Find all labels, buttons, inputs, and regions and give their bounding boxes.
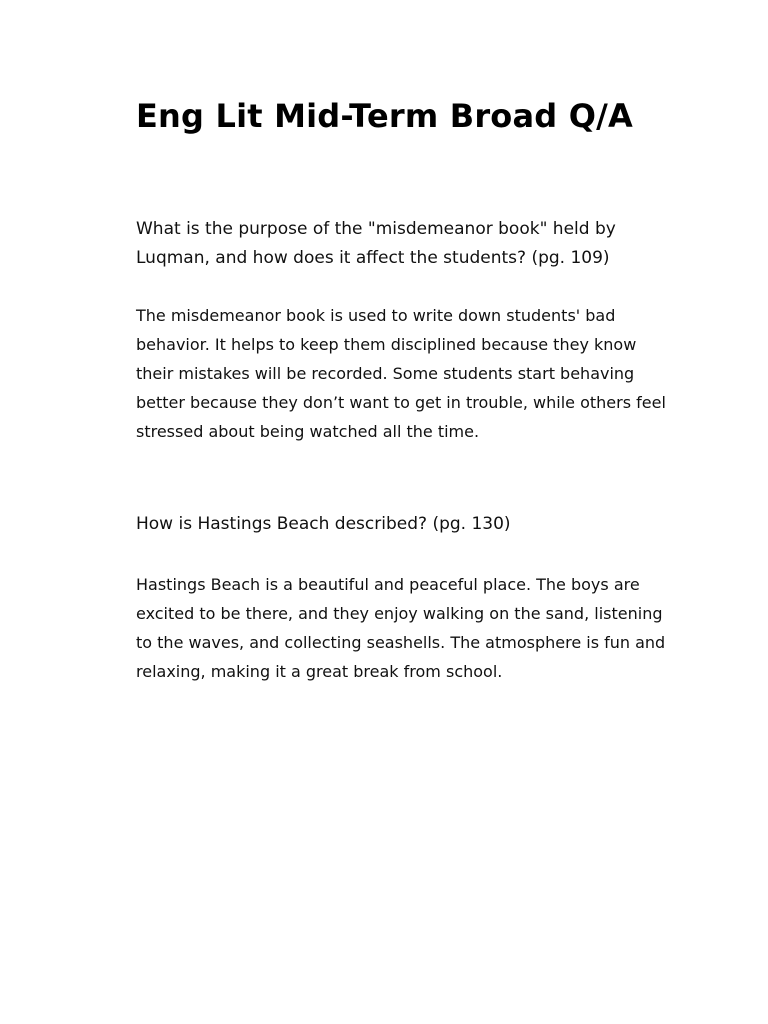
answer-1: The misdemeanor book is used to write down students' bad behavior. It helps to keep them disciplined because they know their mistakes will be recorded. Some students start behaving better because they don’t want to get in trouble, while others feel stressed about being watched all the time. <box>136 306 666 441</box>
question-2: How is Hastings Beach described? (pg. 130) <box>136 514 511 534</box>
question-1: What is the purpose of the "misdemeanor book" held by Luqman, and how does it affect the students? (pg. 109) <box>136 219 616 268</box>
answer-2: Hastings Beach is a beautiful and peaceful place. The boys are excited to be there, and they enjoy walking on the sand, listening to the waves, and collecting seashells. The atmosphere is fun and relaxing, making it a great break from school. <box>136 575 666 681</box>
document-title: Eng Lit Mid-Term Broad Q/A <box>136 97 633 135</box>
